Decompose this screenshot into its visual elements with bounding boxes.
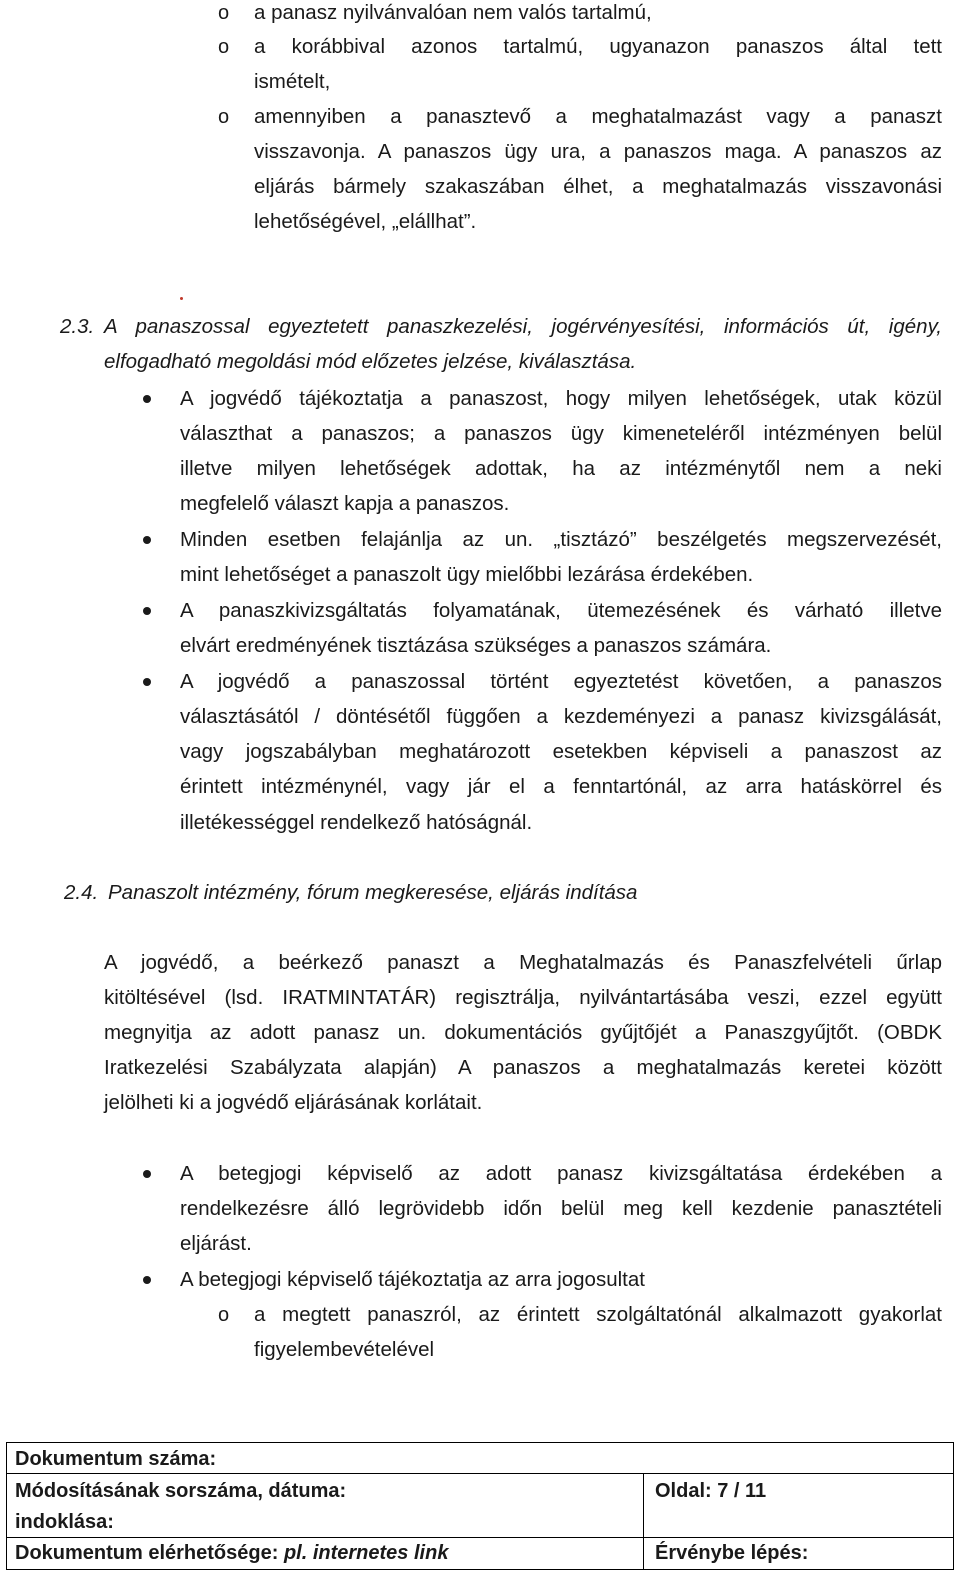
bullet-item-continuation: választhat a panaszos; a panaszos ügy kimeneteléről intézményen belül (180, 422, 942, 445)
bullet-item-continuation: illetve milyen lehetőségek adottak, ha az intézménytől nem a neki (180, 457, 942, 480)
section-number: 2.4. (64, 881, 99, 904)
bullet-item: A jogvédő a panaszossal történt egyeztetést követően, a panaszos (180, 670, 942, 693)
bullet-item-continuation: illetékességgel rendelkező hatóságnál. (180, 811, 533, 834)
sub-bullet-marker: o (218, 106, 230, 128)
paragraph-line: jelölheti ki a jogvédő eljárásának korlátait. (104, 1091, 483, 1114)
sub-bullet-marker: o (218, 2, 230, 24)
section-number: 2.3. (60, 315, 95, 338)
bullet-item-continuation: rendelkezésre álló legrövidebb időn belül meg kell kezdenie panasztételi (180, 1197, 942, 1220)
footer-row-doc-number (7, 1443, 953, 1474)
bullet-item: A panaszkivizsgáltatás folyamatának, ütemezésének és várható illetve (180, 599, 942, 622)
paragraph-line: Iratkezelési Szabályzata alapján) A panaszos a meghatalmazás keretei között (104, 1056, 942, 1079)
section-title: Panaszolt intézmény, fórum megkeresése, eljárás indítása (108, 881, 638, 904)
modification-label: Módosításának sorszáma, dátuma: (15, 1480, 347, 1502)
bullet-marker (143, 1276, 151, 1284)
bullet-item-continuation: megfelelő választ kapja a panaszos. (180, 492, 510, 515)
bullet-marker (143, 536, 151, 544)
sub-bullet-marker: o (218, 36, 230, 58)
bullet-marker (143, 395, 151, 403)
paragraph-line: kitöltésével (lsd. IRATMINTATÁR) regisztrálja, nyilvántartásába veszi, ezzel együtt (104, 986, 942, 1009)
availability-label: Dokumentum elérhetősége: (15, 1542, 284, 1564)
bullet-item-continuation: mint lehetőséget a panaszolt ügy mielőbbi lezárása érdekében. (180, 563, 754, 586)
justification-label: indoklása: (15, 1511, 114, 1533)
bullet-item: Minden esetben felajánlja az un. „tisztázó” beszélgetés megszervezését, (180, 528, 942, 551)
list-item: a korábbival azonos tartalmú, ugyanazon panaszos által tett (254, 35, 942, 58)
bullet-marker (143, 607, 151, 615)
availability-row (15, 1541, 448, 1565)
footer-column-divider (643, 1474, 644, 1569)
sub-list-item: a megtett panaszról, az érintett szolgáltatónál alkalmazott gyakorlat (254, 1303, 942, 1326)
doc-number-label: Dokumentum száma: (15, 1448, 217, 1470)
footer-row-modification (7, 1474, 953, 1538)
bullet-item: A jogvédő tájékoztatja a panaszost, hogy milyen lehetőségek, utak közül (180, 387, 942, 410)
list-item-continuation: lehetőségével, „elállhat”. (254, 210, 477, 233)
effective-date-label: Érvénybe lépés: (655, 1542, 809, 1564)
bullet-item-continuation: választásától / döntésétől függően a kezdeményezi a panasz kivizsgálását, (180, 705, 942, 728)
bullet-item-continuation: vagy jogszabályban meghatározott esetekben képviseli a panaszost az (180, 740, 942, 763)
section-title: A panaszossal egyeztetett panaszkezelési, jogérvényesítési, információs út, igény, (104, 315, 942, 338)
page-number: Oldal: 7 / 11 (655, 1480, 767, 1502)
section-title-continuation: elfogadható megoldási mód előzetes jelzése, kiválasztása. (104, 350, 637, 373)
list-item: a panasz nyilvánvalóan nem valós tartalmú, (254, 1, 652, 24)
bullet-marker (143, 678, 151, 686)
bullet-item: A betegjogi képviselő az adott panasz kivizsgáltatása érdekében a (180, 1162, 942, 1185)
document-footer-table (6, 1442, 954, 1570)
stray-mark (180, 297, 183, 300)
list-item-continuation: visszavonja. A panaszos ügy ura, a panaszos maga. A panaszos az (254, 140, 942, 163)
bullet-item-continuation: érintett intézménynél, vagy jár el a fenntartónál, az arra hatáskörrel és (180, 775, 942, 798)
list-item-continuation: eljárás bármely szakaszában élhet, a meghatalmazás visszavonási (254, 175, 942, 198)
paragraph-line: megnyitja az adott panasz un. dokumentációs gyűjtőjét a Panaszgyűjtőt. (OBDK (104, 1021, 942, 1044)
sub-bullet-marker: o (218, 1304, 230, 1326)
bullet-item-continuation: eljárást. (180, 1232, 252, 1255)
bullet-item-continuation: elvárt eredményének tisztázása szükséges a panaszos számára. (180, 634, 772, 657)
paragraph-line: A jogvédő, a beérkező panaszt a Meghatalmazás és Panaszfelvételi űrlap (104, 951, 942, 974)
bullet-marker (143, 1170, 151, 1178)
sub-list-item-continuation: figyelembevételével (254, 1338, 435, 1361)
availability-value: pl. internetes link (283, 1542, 449, 1564)
list-item: amennyiben a panasztevő a meghatalmazást vagy a panaszt (254, 105, 942, 128)
list-item-continuation: ismételt, (254, 70, 331, 93)
bullet-item: A betegjogi képviselő tájékoztatja az arra jogosultat (180, 1268, 645, 1291)
